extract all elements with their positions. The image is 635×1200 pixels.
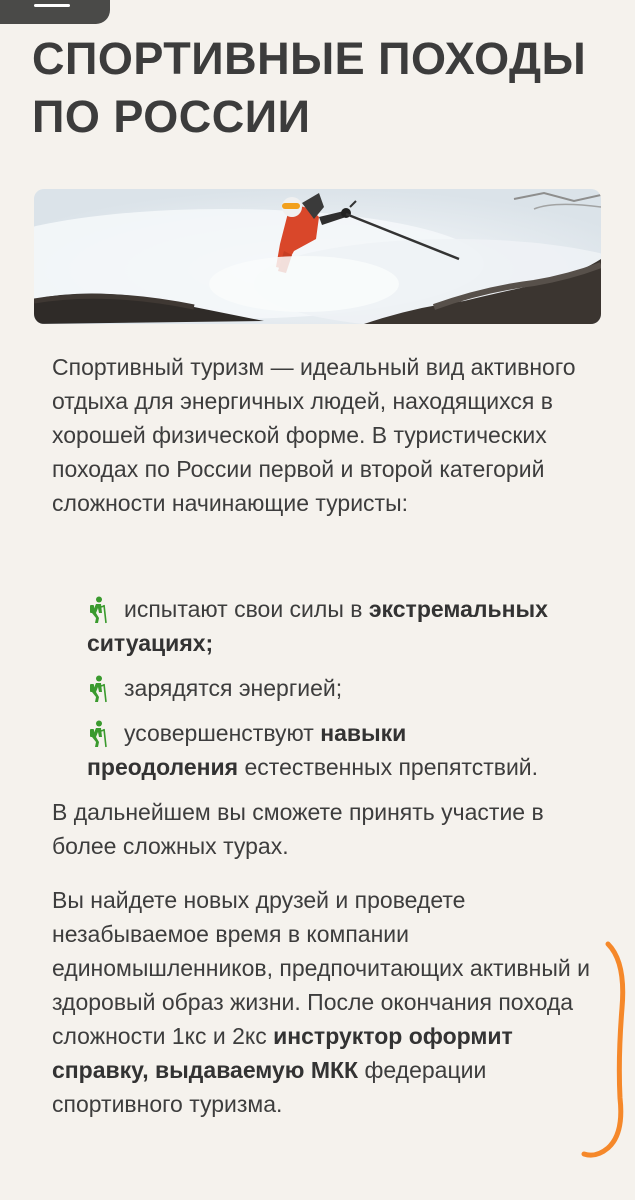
hiker-icon xyxy=(87,675,109,703)
future-paragraph: В дальнейшем вы сможете принять участие в более сложных турах. xyxy=(52,799,544,859)
hiker-icon xyxy=(87,596,109,624)
list-item xyxy=(87,671,607,705)
benefits-list xyxy=(87,592,607,784)
skier-photo-icon xyxy=(34,189,601,324)
menu-button[interactable] xyxy=(0,0,110,24)
intro-paragraph: Спортивный туризм — идеальный вид активного отдыха для энергичных людей, находящихся в хорошей физической форме. В туристических походах по России первой и второй категорий сложности начинающие туристы: xyxy=(52,354,576,516)
list-item xyxy=(87,716,607,784)
friends-text-end: федерации спортивного туризма. xyxy=(52,1057,487,1117)
list-item-text: испытают свои силы в xyxy=(124,596,369,622)
list-item-bold: преодоления xyxy=(87,754,239,780)
friends-text: Вы найдете новых друзей и проведете незабываемое время в компании единомышленников, предпочитающих активный и здоровый образ жизни. После окончания похода сложности 1кс и 2кс xyxy=(52,887,590,1049)
list-item-continued xyxy=(87,750,607,784)
list-item-text: усовершенствуют xyxy=(124,720,321,746)
menu-icon xyxy=(34,4,70,7)
list-item-text: естественных препятствий. xyxy=(238,754,539,780)
hiker-icon xyxy=(87,720,109,748)
list-item-text: зарядятся энергией; xyxy=(124,675,343,701)
main-content xyxy=(52,350,600,1121)
friends-paragraph xyxy=(52,883,600,1121)
hero-image xyxy=(34,189,601,324)
annotation-bracket-icon xyxy=(578,938,628,1163)
list-item-bold-continued: ситуациях; xyxy=(87,630,214,656)
list-item-bold: навыки xyxy=(320,720,407,746)
list-item-bold: экстремальных xyxy=(368,596,548,622)
page-title: СПОРТИВНЫЕ ПОХОДЫ ПО РОССИИ xyxy=(32,33,587,142)
friends-bold-text: инструктор оформит справку, выдаваемую МКК xyxy=(52,1023,513,1083)
list-item xyxy=(87,592,607,660)
